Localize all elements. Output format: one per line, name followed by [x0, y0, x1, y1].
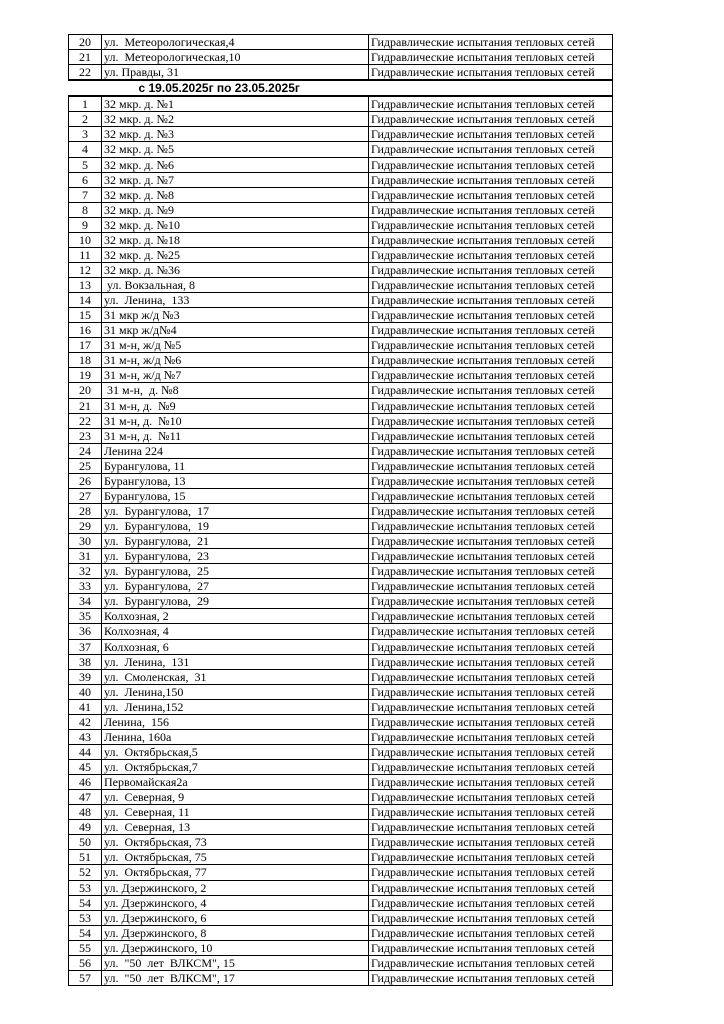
- row-work-type: Гидравлические испытания тепловых сетей: [369, 744, 613, 759]
- row-address: ул. Октябрьская, 73: [102, 835, 369, 850]
- schedule-table: [68, 34, 613, 986]
- row-number: 22: [69, 413, 102, 428]
- row-address: ул. Вокзальная, 8: [102, 278, 369, 293]
- row-address: Колхозная, 4: [102, 624, 369, 639]
- row-work-type: Гидравлические испытания тепловых сетей: [369, 202, 613, 217]
- table-row: [69, 383, 613, 398]
- row-work-type: Гидравлические испытания тепловых сетей: [369, 910, 613, 925]
- row-work-type: Гидравлические испытания тепловых сетей: [369, 96, 613, 112]
- table-row: [69, 955, 613, 970]
- row-number: 55: [69, 940, 102, 955]
- row-work-type: Гидравлические испытания тепловых сетей: [369, 293, 613, 308]
- row-work-type: Гидравлические испытания тепловых сетей: [369, 654, 613, 669]
- table-row: [69, 262, 613, 277]
- row-work-type: Гидравлические испытания тепловых сетей: [369, 549, 613, 564]
- row-address: Ленина, 156: [102, 714, 369, 729]
- row-number: 14: [69, 293, 102, 308]
- row-work-type: Гидравлические испытания тепловых сетей: [369, 624, 613, 639]
- table-row: [69, 458, 613, 473]
- table-row: [69, 519, 613, 534]
- row-address: 31 м-н, ж/д №5: [102, 338, 369, 353]
- row-work-type: Гидравлические испытания тепловых сетей: [369, 323, 613, 338]
- row-number: 6: [69, 172, 102, 187]
- row-address: ул. Смоленская, 31: [102, 669, 369, 684]
- table-row: [69, 775, 613, 790]
- row-number: 25: [69, 458, 102, 473]
- table-row: [69, 865, 613, 880]
- row-address: ул. Бурангулова, 21: [102, 534, 369, 549]
- row-work-type: Гидравлические испытания тепловых сетей: [369, 940, 613, 955]
- row-number: 10: [69, 232, 102, 247]
- row-address: ул. Бурангулова, 23: [102, 549, 369, 564]
- table-row: [69, 970, 613, 985]
- row-address: Первомайская2а: [102, 775, 369, 790]
- row-address: ул. Северная, 13: [102, 820, 369, 835]
- row-address: 31 м-н, д. №11: [102, 428, 369, 443]
- row-number: 15: [69, 308, 102, 323]
- row-number: 36: [69, 624, 102, 639]
- row-address: 31 м-н, ж/д №6: [102, 353, 369, 368]
- table-row: [69, 805, 613, 820]
- table-row: [69, 940, 613, 955]
- section-empty-cell: [369, 80, 613, 96]
- table-row: [69, 202, 613, 217]
- table-row: [69, 142, 613, 157]
- row-number: 51: [69, 850, 102, 865]
- row-address: ул. Бурангулова, 29: [102, 594, 369, 609]
- row-address: ул. Правды, 31: [102, 65, 369, 81]
- row-work-type: Гидравлические испытания тепловых сетей: [369, 458, 613, 473]
- row-work-type: Гидравлические испытания тепловых сетей: [369, 443, 613, 458]
- row-number: 43: [69, 729, 102, 744]
- row-number: 53: [69, 910, 102, 925]
- row-number: 22: [69, 65, 102, 81]
- row-address: 32 мкр. д. №25: [102, 247, 369, 262]
- row-address: 32 мкр. д. №7: [102, 172, 369, 187]
- row-address: ул. Дзержинского, 2: [102, 880, 369, 895]
- row-number: 21: [69, 398, 102, 413]
- row-work-type: Гидравлические испытания тепловых сетей: [369, 488, 613, 503]
- row-work-type: Гидравлические испытания тепловых сетей: [369, 835, 613, 850]
- row-number: 18: [69, 353, 102, 368]
- row-address: ул. Метеорологическая,10: [102, 50, 369, 65]
- row-number: 19: [69, 368, 102, 383]
- row-address: 32 мкр. д. №10: [102, 217, 369, 232]
- table-row: [69, 714, 613, 729]
- row-number: 7: [69, 187, 102, 202]
- row-work-type: Гидравлические испытания тепловых сетей: [369, 880, 613, 895]
- row-work-type: Гидравлические испытания тепловых сетей: [369, 699, 613, 714]
- row-number: 39: [69, 669, 102, 684]
- table-row: [69, 654, 613, 669]
- row-work-type: Гидравлические испытания тепловых сетей: [369, 775, 613, 790]
- row-address: 31 м-н, д. №10: [102, 413, 369, 428]
- row-work-type: Гидравлические испытания тепловых сетей: [369, 564, 613, 579]
- row-number: 11: [69, 247, 102, 262]
- row-work-type: Гидравлические испытания тепловых сетей: [369, 850, 613, 865]
- table-row: [69, 172, 613, 187]
- row-work-type: Гидравлические испытания тепловых сетей: [369, 368, 613, 383]
- row-work-type: Гидравлические испытания тепловых сетей: [369, 684, 613, 699]
- table-row: [69, 127, 613, 142]
- table-row: [69, 428, 613, 443]
- row-number: 38: [69, 654, 102, 669]
- row-number: 56: [69, 955, 102, 970]
- row-number: 24: [69, 443, 102, 458]
- section-header-row: [69, 80, 613, 96]
- row-number: 8: [69, 202, 102, 217]
- table-row: [69, 443, 613, 458]
- row-number: 50: [69, 835, 102, 850]
- table-row: [69, 880, 613, 895]
- row-number: 33: [69, 579, 102, 594]
- row-work-type: Гидравлические испытания тепловых сетей: [369, 127, 613, 142]
- row-address: Колхозная, 2: [102, 609, 369, 624]
- row-number: 42: [69, 714, 102, 729]
- row-work-type: Гидравлические испытания тепловых сетей: [369, 112, 613, 127]
- row-number: 2: [69, 112, 102, 127]
- row-number: 32: [69, 564, 102, 579]
- row-address: ул. Дзержинского, 6: [102, 910, 369, 925]
- row-work-type: Гидравлические испытания тепловых сетей: [369, 669, 613, 684]
- row-work-type: Гидравлические испытания тепловых сетей: [369, 65, 613, 81]
- row-address: ул. Метеорологическая,4: [102, 35, 369, 50]
- row-work-type: Гидравлические испытания тепловых сетей: [369, 865, 613, 880]
- row-address: 31 м-н, д. №8: [102, 383, 369, 398]
- row-address: ул. Ленина, 131: [102, 654, 369, 669]
- table-row: [69, 729, 613, 744]
- row-number: 48: [69, 805, 102, 820]
- table-row: [69, 669, 613, 684]
- table-row: [69, 247, 613, 262]
- row-address: ул. Дзержинского, 10: [102, 940, 369, 955]
- row-address: ул. Бурангулова, 17: [102, 503, 369, 518]
- table-row: [69, 293, 613, 308]
- row-number: 16: [69, 323, 102, 338]
- row-number: 21: [69, 50, 102, 65]
- row-work-type: Гидравлические испытания тепловых сетей: [369, 187, 613, 202]
- table-row: [69, 232, 613, 247]
- row-number: 46: [69, 775, 102, 790]
- row-address: ул. Дзержинского, 8: [102, 925, 369, 940]
- row-address: 31 мкр ж/д №3: [102, 308, 369, 323]
- row-address: 32 мкр. д. №9: [102, 202, 369, 217]
- table-row: [69, 910, 613, 925]
- table-row: [69, 35, 613, 50]
- table-row: [69, 157, 613, 172]
- row-address: 32 мкр. д. №18: [102, 232, 369, 247]
- row-address: 32 мкр. д. №36: [102, 262, 369, 277]
- row-work-type: Гидравлические испытания тепловых сетей: [369, 413, 613, 428]
- row-number: 4: [69, 142, 102, 157]
- row-work-type: Гидравлические испытания тепловых сетей: [369, 157, 613, 172]
- row-address: ул. Ленина,150: [102, 684, 369, 699]
- row-work-type: Гидравлические испытания тепловых сетей: [369, 383, 613, 398]
- row-work-type: Гидравлические испытания тепловых сетей: [369, 609, 613, 624]
- row-number: 34: [69, 594, 102, 609]
- row-number: 40: [69, 684, 102, 699]
- table-row: [69, 594, 613, 609]
- table-row: [69, 564, 613, 579]
- row-number: 23: [69, 428, 102, 443]
- table-row: [69, 835, 613, 850]
- row-work-type: Гидравлические испытания тепловых сетей: [369, 278, 613, 293]
- row-work-type: Гидравлические испытания тепловых сетей: [369, 353, 613, 368]
- table-row: [69, 639, 613, 654]
- row-address: ул. Северная, 9: [102, 790, 369, 805]
- table-row: [69, 398, 613, 413]
- table-row: [69, 50, 613, 65]
- row-number: 53: [69, 880, 102, 895]
- row-work-type: Гидравлические испытания тепловых сетей: [369, 308, 613, 323]
- row-number: 41: [69, 699, 102, 714]
- table-row: [69, 579, 613, 594]
- row-address: Ленина, 160а: [102, 729, 369, 744]
- row-address: ул. Ленина,152: [102, 699, 369, 714]
- row-number: 47: [69, 790, 102, 805]
- row-work-type: Гидравлические испытания тепловых сетей: [369, 338, 613, 353]
- row-work-type: Гидравлические испытания тепловых сетей: [369, 760, 613, 775]
- row-work-type: Гидравлические испытания тепловых сетей: [369, 35, 613, 50]
- row-number: 57: [69, 970, 102, 985]
- row-address: 31 м-н, д. №9: [102, 398, 369, 413]
- row-address: 32 мкр. д. №1: [102, 96, 369, 112]
- table-row: [69, 624, 613, 639]
- row-work-type: Гидравлические испытания тепловых сетей: [369, 970, 613, 985]
- table-row: [69, 65, 613, 81]
- row-address: Бурангулова, 11: [102, 458, 369, 473]
- row-number: 12: [69, 262, 102, 277]
- table-row: [69, 760, 613, 775]
- table-row: [69, 112, 613, 127]
- row-address: ул. "50 лет ВЛКСМ", 17: [102, 970, 369, 985]
- row-work-type: Гидравлические испытания тепловых сетей: [369, 519, 613, 534]
- row-number: 26: [69, 473, 102, 488]
- table-row: [69, 850, 613, 865]
- row-address: ул. Бурангулова, 27: [102, 579, 369, 594]
- table-row: [69, 353, 613, 368]
- row-number: 30: [69, 534, 102, 549]
- row-address: ул. Октябрьская, 75: [102, 850, 369, 865]
- row-work-type: Гидравлические испытания тепловых сетей: [369, 142, 613, 157]
- row-address: Колхозная, 6: [102, 639, 369, 654]
- row-work-type: Гидравлические испытания тепловых сетей: [369, 217, 613, 232]
- row-work-type: Гидравлические испытания тепловых сетей: [369, 639, 613, 654]
- table-row: [69, 925, 613, 940]
- table-row: [69, 820, 613, 835]
- row-work-type: Гидравлические испытания тепловых сетей: [369, 50, 613, 65]
- row-number: 54: [69, 895, 102, 910]
- row-work-type: Гидравлические испытания тепловых сетей: [369, 714, 613, 729]
- table-row: [69, 549, 613, 564]
- row-work-type: Гидравлические испытания тепловых сетей: [369, 534, 613, 549]
- row-address: 32 мкр. д. №6: [102, 157, 369, 172]
- row-number: 3: [69, 127, 102, 142]
- row-work-type: Гидравлические испытания тепловых сетей: [369, 262, 613, 277]
- row-address: 32 мкр. д. №8: [102, 187, 369, 202]
- row-work-type: Гидравлические испытания тепловых сетей: [369, 895, 613, 910]
- row-number: 37: [69, 639, 102, 654]
- row-number: 49: [69, 820, 102, 835]
- row-number: 20: [69, 383, 102, 398]
- row-number: 9: [69, 217, 102, 232]
- row-number: 35: [69, 609, 102, 624]
- row-address: ул. "50 лет ВЛКСМ", 15: [102, 955, 369, 970]
- table-row: [69, 609, 613, 624]
- table-row: [69, 323, 613, 338]
- row-work-type: Гидравлические испытания тепловых сетей: [369, 473, 613, 488]
- table-row: [69, 96, 613, 112]
- table-row: [69, 308, 613, 323]
- row-work-type: Гидравлические испытания тепловых сетей: [369, 247, 613, 262]
- table-row: [69, 413, 613, 428]
- row-address: 31 м-н, ж/д №7: [102, 368, 369, 383]
- table-row: [69, 895, 613, 910]
- table-row: [69, 684, 613, 699]
- table-row: [69, 338, 613, 353]
- row-work-type: Гидравлические испытания тепловых сетей: [369, 503, 613, 518]
- row-address: ул. Дзержинского, 4: [102, 895, 369, 910]
- row-work-type: Гидравлические испытания тепловых сетей: [369, 398, 613, 413]
- row-work-type: Гидравлические испытания тепловых сетей: [369, 172, 613, 187]
- table-row: [69, 699, 613, 714]
- table-row: [69, 534, 613, 549]
- row-address: ул. Бурангулова, 19: [102, 519, 369, 534]
- row-address: ул. Северная, 11: [102, 805, 369, 820]
- table-row: [69, 473, 613, 488]
- table-row: [69, 503, 613, 518]
- row-address: 32 мкр. д. №3: [102, 127, 369, 142]
- table-row: [69, 368, 613, 383]
- table-row: [69, 790, 613, 805]
- row-work-type: Гидравлические испытания тепловых сетей: [369, 790, 613, 805]
- section-date-range: с 19.05.2025г по 23.05.2025г: [69, 80, 369, 96]
- row-number: 45: [69, 760, 102, 775]
- row-work-type: Гидравлические испытания тепловых сетей: [369, 428, 613, 443]
- row-number: 28: [69, 503, 102, 518]
- row-address: 32 мкр. д. №5: [102, 142, 369, 157]
- row-address: 31 мкр ж/д№4: [102, 323, 369, 338]
- row-address: ул. Бурангулова, 25: [102, 564, 369, 579]
- row-address: Ленина 224: [102, 443, 369, 458]
- table-row: [69, 217, 613, 232]
- row-address: Бурангулова, 15: [102, 488, 369, 503]
- row-address: ул. Октябрьская,7: [102, 760, 369, 775]
- row-number: 5: [69, 157, 102, 172]
- row-work-type: Гидравлические испытания тепловых сетей: [369, 594, 613, 609]
- row-number: 17: [69, 338, 102, 353]
- row-address: ул. Ленина, 133: [102, 293, 369, 308]
- row-work-type: Гидравлические испытания тепловых сетей: [369, 925, 613, 940]
- table-row: [69, 488, 613, 503]
- row-work-type: Гидравлические испытания тепловых сетей: [369, 729, 613, 744]
- row-address: ул. Октябрьская,5: [102, 744, 369, 759]
- row-number: 52: [69, 865, 102, 880]
- row-address: 32 мкр. д. №2: [102, 112, 369, 127]
- row-number: 20: [69, 35, 102, 50]
- row-number: 44: [69, 744, 102, 759]
- row-work-type: Гидравлические испытания тепловых сетей: [369, 820, 613, 835]
- row-work-type: Гидравлические испытания тепловых сетей: [369, 579, 613, 594]
- row-number: 13: [69, 278, 102, 293]
- table-row: [69, 278, 613, 293]
- row-work-type: Гидравлические испытания тепловых сетей: [369, 805, 613, 820]
- row-number: 31: [69, 549, 102, 564]
- schedule-table-body: [69, 35, 613, 986]
- row-work-type: Гидравлические испытания тепловых сетей: [369, 232, 613, 247]
- row-address: ул. Октябрьская, 77: [102, 865, 369, 880]
- row-number: 27: [69, 488, 102, 503]
- row-number: 54: [69, 925, 102, 940]
- row-address: Бурангулова, 13: [102, 473, 369, 488]
- row-work-type: Гидравлические испытания тепловых сетей: [369, 955, 613, 970]
- table-row: [69, 187, 613, 202]
- row-number: 29: [69, 519, 102, 534]
- table-row: [69, 744, 613, 759]
- row-number: 1: [69, 96, 102, 112]
